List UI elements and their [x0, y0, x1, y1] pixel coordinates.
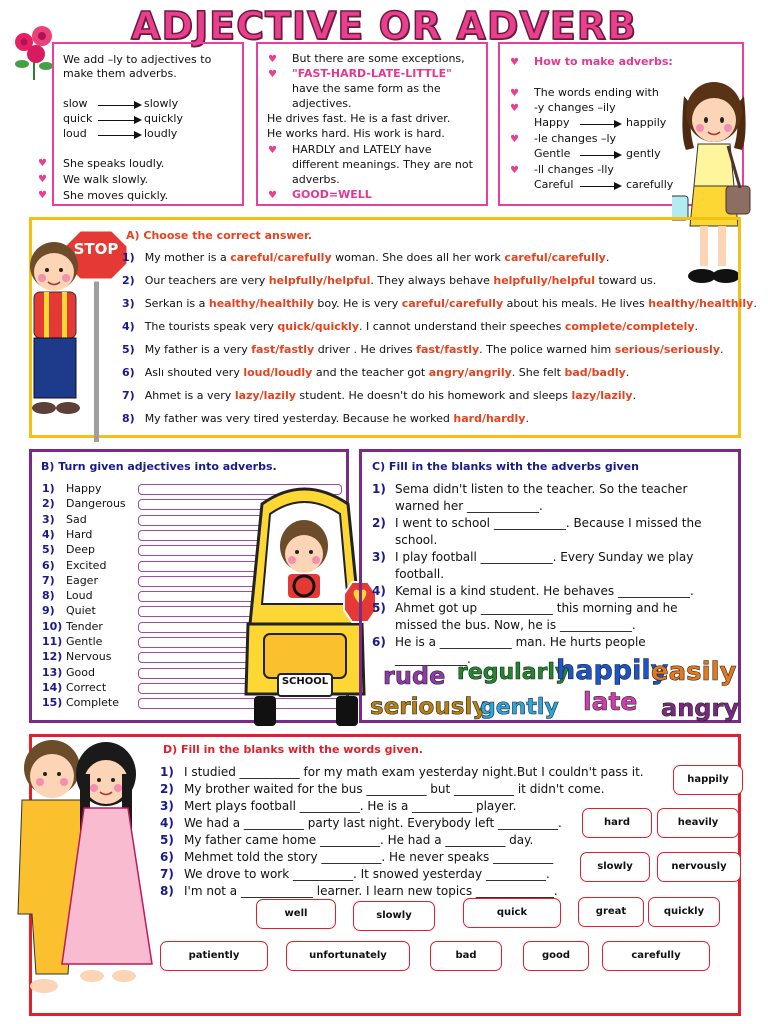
- heart-icon: ♥: [510, 134, 519, 145]
- item-number: 2): [42, 497, 55, 511]
- adjective-word: Good: [66, 665, 95, 679]
- fill-sentence: Ahmet got up ____________ this morning and he: [395, 601, 678, 615]
- word-chip-nervously[interactable]: nervously: [657, 852, 741, 882]
- roses-icon: [12, 20, 56, 82]
- question-number: 8): [122, 412, 135, 425]
- item-number: 9): [42, 604, 55, 618]
- arrow-icon: [580, 186, 620, 187]
- question-text: . She felt: [511, 366, 565, 379]
- example-line: She moves quickly.: [63, 189, 169, 202]
- question-text: .: [625, 366, 630, 379]
- question-text: .: [605, 251, 610, 264]
- question-number: 5): [122, 343, 135, 356]
- adjective-word: Dangerous: [66, 497, 126, 511]
- example-line: We walk slowly.: [63, 173, 149, 186]
- exceptions-line: But there are some exceptions,: [292, 52, 465, 65]
- word-bank-gently[interactable]: gently: [480, 695, 559, 720]
- answer-option[interactable]: lazy/lazily: [234, 389, 296, 402]
- item-number: 3): [160, 799, 174, 813]
- item-number: 5): [42, 543, 55, 557]
- question-text: . I cannot understand their speeches: [359, 320, 565, 333]
- fill-sentence: My father came home __________. He had a __________ day.: [184, 833, 534, 847]
- exceptions-line: HARDLY and LATELY have: [292, 143, 432, 156]
- heart-icon: ♥: [268, 54, 277, 65]
- question-text: and the teacher got: [312, 366, 429, 379]
- adjective-loud: loud: [63, 127, 87, 140]
- question-number: 7): [122, 389, 135, 402]
- word-chip-carefully[interactable]: carefully: [602, 941, 710, 971]
- item-number: 4): [42, 527, 55, 541]
- word-chip-quick[interactable]: quick: [463, 898, 561, 928]
- item-number: 14): [42, 680, 63, 694]
- item-number: 4): [372, 584, 386, 598]
- answer-option[interactable]: angry/angrily: [428, 366, 512, 379]
- word-chip-well[interactable]: well: [256, 899, 336, 929]
- question-text: boy. He is very: [313, 297, 402, 310]
- item-number: 6): [160, 850, 174, 864]
- item-number: 1): [42, 482, 55, 495]
- heart-icon: ♥: [38, 190, 47, 201]
- question-a-8: [122, 412, 529, 426]
- fill-sentence: We had a __________ party last night. Everybody left __________.: [184, 816, 562, 830]
- exceptions-line: have the same form as the: [292, 82, 441, 95]
- arrow-icon: [580, 155, 620, 156]
- question-number: 3): [122, 297, 135, 310]
- word-chip-bad[interactable]: bad: [430, 941, 502, 971]
- answer-option[interactable]: helpfully/helpful: [493, 274, 595, 287]
- fill-sentence: football.: [395, 567, 445, 581]
- question-text: toward us.: [594, 274, 657, 287]
- question-a-1: [122, 251, 609, 265]
- fill-sentence: Sema didn't listen to the teacher. So the teacher: [395, 482, 688, 496]
- adjective-slow: slow: [63, 97, 88, 110]
- answer-option[interactable]: loud/loudly: [243, 366, 313, 379]
- fill-sentence: He is a ____________ man. He hurts people: [395, 635, 646, 649]
- question-text: .: [525, 412, 529, 425]
- example-happily: happily: [626, 116, 667, 129]
- adjective-word: Complete: [66, 696, 120, 710]
- word-chip-happily[interactable]: happily: [673, 765, 743, 795]
- rule-box-add-ly: [38, 42, 244, 206]
- section-a-heading: A) Choose the correct answer.: [126, 229, 313, 242]
- item-number: 6): [372, 635, 386, 649]
- word-chip-unfortunately[interactable]: unfortunately: [286, 941, 410, 971]
- item-number: 3): [372, 550, 386, 564]
- item-number: 6): [42, 558, 55, 572]
- kids-clipart-icon: [8, 724, 168, 1020]
- question-number: 4): [122, 320, 135, 333]
- exceptions-line: adverbs.: [292, 173, 340, 186]
- item-number: 2): [160, 782, 174, 796]
- heart-icon: ♥: [268, 145, 277, 156]
- question-text: Ahmet is a very: [144, 389, 235, 402]
- heart-icon: ♥: [38, 174, 47, 185]
- answer-option[interactable]: hard/hardly: [453, 412, 526, 425]
- example-line: She speaks loudly.: [63, 157, 165, 170]
- stop-sign-label: STOP: [73, 240, 119, 258]
- item-number: 2): [372, 516, 386, 530]
- question-text: My father was very tired yesterday. Because he worked: [144, 412, 454, 425]
- fill-sentence: I studied __________ for my math exam yesterday night.But I couldn't pass it.: [184, 765, 644, 779]
- item-number: 12): [42, 650, 63, 664]
- exceptions-line: He works hard. His work is hard.: [267, 127, 445, 140]
- word-bank-late[interactable]: late: [583, 687, 638, 716]
- answer-option[interactable]: helpfully/helpful: [268, 274, 371, 287]
- word-chip-slowly[interactable]: slowly: [353, 901, 435, 931]
- word-chip-good[interactable]: good: [523, 941, 589, 971]
- question-text: My mother is a: [144, 251, 231, 264]
- item-number: 3): [42, 512, 55, 526]
- question-text: The tourists speak very: [144, 320, 278, 333]
- heart-icon: ♥: [268, 69, 277, 80]
- exceptions-line: adjectives.: [292, 97, 352, 110]
- answer-option[interactable]: bad/badly: [564, 366, 626, 379]
- example-carefully: carefully: [626, 178, 674, 191]
- arrow-icon: [98, 105, 140, 106]
- exceptions-line: He drives fast. He is a fast driver.: [267, 112, 451, 125]
- example-gently: gently: [626, 147, 661, 160]
- question-text: .: [694, 320, 699, 333]
- answer-option[interactable]: healthy/healthily: [648, 297, 754, 310]
- item-number: 4): [160, 816, 174, 830]
- question-a-5: [122, 343, 724, 357]
- item-number: 8): [42, 589, 55, 603]
- heart-icon: ♥: [510, 103, 519, 114]
- question-text: My father is a very: [144, 343, 252, 356]
- question-text: Serkan is a: [144, 297, 209, 310]
- heart-icon: ♥: [38, 158, 47, 169]
- how-to-heading: How to make adverbs:: [534, 55, 673, 68]
- heart-icon: ♥: [510, 165, 519, 176]
- question-text: student. He doesn't do his homework and sleeps: [295, 389, 572, 402]
- example-careful: Careful: [534, 178, 574, 191]
- item-number: 7): [42, 573, 55, 587]
- word-bank-easily[interactable]: easily: [651, 657, 737, 687]
- arrow-icon: [98, 120, 140, 121]
- adverb-loudly: loudly: [144, 127, 178, 140]
- fill-sentence: Kemal is a kind student. He behaves ____________.: [395, 584, 694, 598]
- adjective-word: Deep: [66, 543, 95, 557]
- fill-sentence: I'm not a ____________ learner. I learn new topics _____________.: [184, 884, 558, 898]
- adverb-slowly: slowly: [144, 97, 179, 110]
- rule-le: -le changes –ly: [534, 132, 617, 145]
- answer-option[interactable]: careful/carefully: [504, 251, 606, 264]
- adjective-word: Quiet: [66, 604, 96, 618]
- adjective-word: Happy: [66, 482, 102, 495]
- word-bank-angry[interactable]: angry: [661, 694, 739, 722]
- question-text: about his meals. He lives: [503, 297, 649, 310]
- adjective-word: Sad: [66, 512, 87, 526]
- word-bank-happily[interactable]: happily: [556, 655, 669, 686]
- question-a-4: [122, 320, 698, 334]
- heart-icon: ♥: [268, 190, 277, 201]
- item-number: 8): [160, 884, 174, 898]
- fill-sentence: We drove to work __________. It snowed yesterday __________.: [184, 867, 550, 881]
- good-well-rule: GOOD=WELL: [292, 188, 372, 201]
- bus-label: SCHOOL: [281, 676, 329, 687]
- adjective-word: Correct: [66, 680, 107, 694]
- question-a-3: [122, 297, 757, 311]
- adjective-word: Hard: [66, 527, 93, 541]
- word-chip-patiently[interactable]: patiently: [160, 941, 268, 971]
- question-text: woman. She does all her work: [331, 251, 505, 264]
- section-d-heading: D) Fill in the blanks with the words given.: [163, 743, 423, 756]
- adjective-word: Excited: [66, 558, 107, 572]
- page-title: ADJECTIVE OR ADVERB: [131, 4, 637, 48]
- answer-option[interactable]: careful/carefully: [401, 297, 504, 310]
- answer-option[interactable]: fast/fastly: [416, 343, 480, 356]
- example-gentle: Gentle: [534, 147, 571, 160]
- adjective-word: Nervous: [66, 650, 112, 664]
- fill-sentence: I went to school ____________. Because I missed the: [395, 516, 702, 530]
- question-text: .: [720, 343, 724, 356]
- question-text: . The police warned him: [479, 343, 615, 356]
- intro-line: We add –ly to adjectives to: [63, 53, 212, 66]
- adjective-quick: quick: [63, 112, 93, 125]
- item-number: 5): [372, 601, 386, 615]
- section-b-heading: B) Turn given adjectives into adverbs.: [41, 460, 277, 473]
- question-number: 1): [122, 251, 135, 264]
- rule-line: The words ending with: [534, 86, 659, 99]
- question-a-6: [122, 366, 629, 380]
- word-chip-heavily[interactable]: heavily: [657, 808, 739, 838]
- item-number: 1): [372, 482, 386, 496]
- fill-sentence: Mehmet told the story __________. He never speaks __________: [184, 850, 554, 864]
- fill-sentence: warned her ____________.: [395, 499, 543, 513]
- answer-option[interactable]: careful/carefully: [230, 251, 332, 264]
- answer-option[interactable]: complete/completely: [564, 320, 695, 333]
- item-number: 10): [42, 619, 63, 633]
- adverb-quickly: quickly: [144, 112, 183, 125]
- question-number: 2): [122, 274, 135, 287]
- question-a-2: [122, 274, 656, 288]
- fill-sentence: I play football ____________. Every Sunday we play: [395, 550, 694, 564]
- answer-option[interactable]: quick/quickly: [277, 320, 359, 333]
- exceptions-line: different meanings. They are not: [292, 158, 473, 171]
- word-bank-seriously[interactable]: seriously: [370, 694, 488, 720]
- section-c-heading: C) Fill in the blanks with the adverbs given: [372, 460, 639, 473]
- question-text: . They always behave: [370, 274, 494, 287]
- word-chip-hard[interactable]: hard: [582, 808, 652, 838]
- question-a-7: [122, 389, 636, 403]
- heart-icon: ♥: [510, 88, 519, 99]
- adjective-word: Eager: [66, 573, 98, 587]
- fill-sentence: ____________.: [395, 652, 471, 666]
- answer-option[interactable]: healthy/healthily: [208, 297, 314, 310]
- question-text: .: [753, 297, 757, 310]
- question-text: Aslı shouted very: [144, 366, 244, 379]
- item-number: 5): [160, 833, 174, 847]
- answer-option[interactable]: serious/seriously: [614, 343, 721, 356]
- question-text: driver . He drives: [314, 343, 417, 356]
- question-text: Our teachers are very: [144, 274, 269, 287]
- word-bank-rude[interactable]: rude: [383, 662, 446, 690]
- question-number: 6): [122, 366, 135, 379]
- example-happy: Happy: [534, 116, 570, 129]
- answer-option[interactable]: fast/fastly: [251, 343, 315, 356]
- fill-sentence: school.: [395, 533, 438, 547]
- intro-line: make them adverbs.: [63, 67, 177, 80]
- rule-box-exceptions: [256, 42, 488, 206]
- word-chip-great[interactable]: great: [578, 897, 644, 927]
- item-number: 13): [42, 665, 63, 679]
- question-text: .: [632, 389, 637, 402]
- rule-ll: -ll changes -lly: [534, 163, 614, 176]
- item-number: 7): [160, 867, 174, 881]
- fill-sentence: My brother waited for the bus __________ but __________ it didn't come.: [184, 782, 605, 796]
- exceptions-words: "FAST-HARD-LATE-LITTLE": [292, 67, 452, 80]
- word-chip-quickly[interactable]: quickly: [648, 897, 720, 927]
- adjective-word: Loud: [66, 589, 93, 603]
- arrow-icon: [580, 124, 620, 125]
- item-number: 1): [160, 765, 174, 779]
- fill-sentence: Mert plays football __________. He is a __________ player.: [184, 799, 517, 813]
- fill-sentence: missed the bus. Now, he is ____________.: [395, 618, 636, 632]
- item-number: 15): [42, 696, 63, 710]
- item-number: 11): [42, 635, 63, 648]
- word-chip-slowly[interactable]: slowly: [580, 852, 650, 882]
- heart-icon: ♥: [510, 57, 519, 68]
- rule-y: -y changes –ily: [534, 101, 616, 114]
- adjective-word: Gentle: [66, 635, 103, 648]
- adjective-word: Tender: [66, 619, 103, 633]
- arrow-icon: [98, 135, 140, 136]
- answer-option[interactable]: lazy/lazily: [571, 389, 633, 402]
- word-bank-regularly[interactable]: regularly: [457, 660, 570, 685]
